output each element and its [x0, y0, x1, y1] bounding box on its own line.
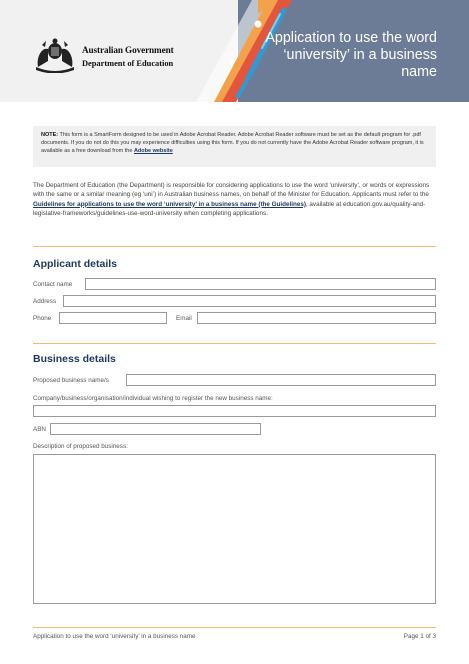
footer-page-number: Page 1 of 3 — [403, 633, 436, 640]
adobe-website-link[interactable]: Adobe website — [133, 148, 173, 155]
address-label: Address — [33, 298, 57, 305]
gov-line-2: Department of Education — [82, 59, 174, 68]
email-field[interactable] — [197, 312, 436, 324]
note-label: NOTE: — [41, 132, 59, 138]
footer-divider — [33, 627, 436, 628]
registrant-label: Company/business/organisation/individual wishing to register the new business name: — [33, 395, 273, 402]
note-text: This form is a SmartForm designed to be used in Adobe Acrobat Reader. Adobe Acrobat Reader software must be set as the default program for .pdf documents. If you do not do this you may experience difficulties using this form. If you do not currently have the Adobe Acrobat Reader software program, it is available as a free download from the — [41, 132, 424, 155]
page-title: Application to use the word ‘university’ in a business name — [265, 30, 437, 80]
coat-of-arms-icon — [32, 37, 78, 73]
phone-label: Phone — [33, 315, 52, 322]
applicant-details-heading: Applicant details — [33, 258, 118, 270]
contact-name-label: Contact name — [33, 281, 73, 288]
email-label: Email — [176, 315, 192, 322]
description-field[interactable] — [33, 454, 436, 604]
government-logo-text — [82, 45, 174, 68]
abn-field[interactable] — [50, 423, 261, 435]
section-divider — [33, 343, 436, 344]
registrant-field[interactable] — [33, 405, 436, 417]
intro-paragraph — [33, 181, 437, 218]
address-field[interactable] — [63, 295, 436, 307]
intro-text-after: , available at education.gov.au/quality-and-legislative-frameworks/guidelines-use-word-university when completing applications. — [33, 200, 426, 217]
gov-line-1: Australian Government — [82, 45, 174, 55]
description-label: Description of proposed business: — [33, 443, 128, 450]
section-divider — [33, 246, 436, 247]
smartform-note — [33, 126, 436, 167]
guidelines-link[interactable]: Guidelines for applications to use the word ‘university’ in a business name (the Guidelines) — [33, 200, 306, 208]
page-header — [0, 0, 469, 102]
intro-text-before: The Department of Education (the Department) is responsible for considering applications to use the word ‘university’, or words or expressions with the same or a similar meaning (eg ‘uni’) in Australian business names, on behalf of the Minister for Education. Applicants must refer to the — [33, 182, 430, 199]
proposed-business-name-label: Proposed business name/s — [33, 377, 109, 384]
abn-label: ABN — [33, 426, 46, 433]
proposed-business-name-field[interactable] — [126, 374, 436, 386]
business-details-heading: Business details — [33, 353, 116, 365]
phone-field[interactable] — [59, 312, 167, 324]
footer-document-title: Application to use the word ‘university’ in a business name — [33, 633, 196, 640]
contact-name-field[interactable] — [85, 278, 436, 290]
